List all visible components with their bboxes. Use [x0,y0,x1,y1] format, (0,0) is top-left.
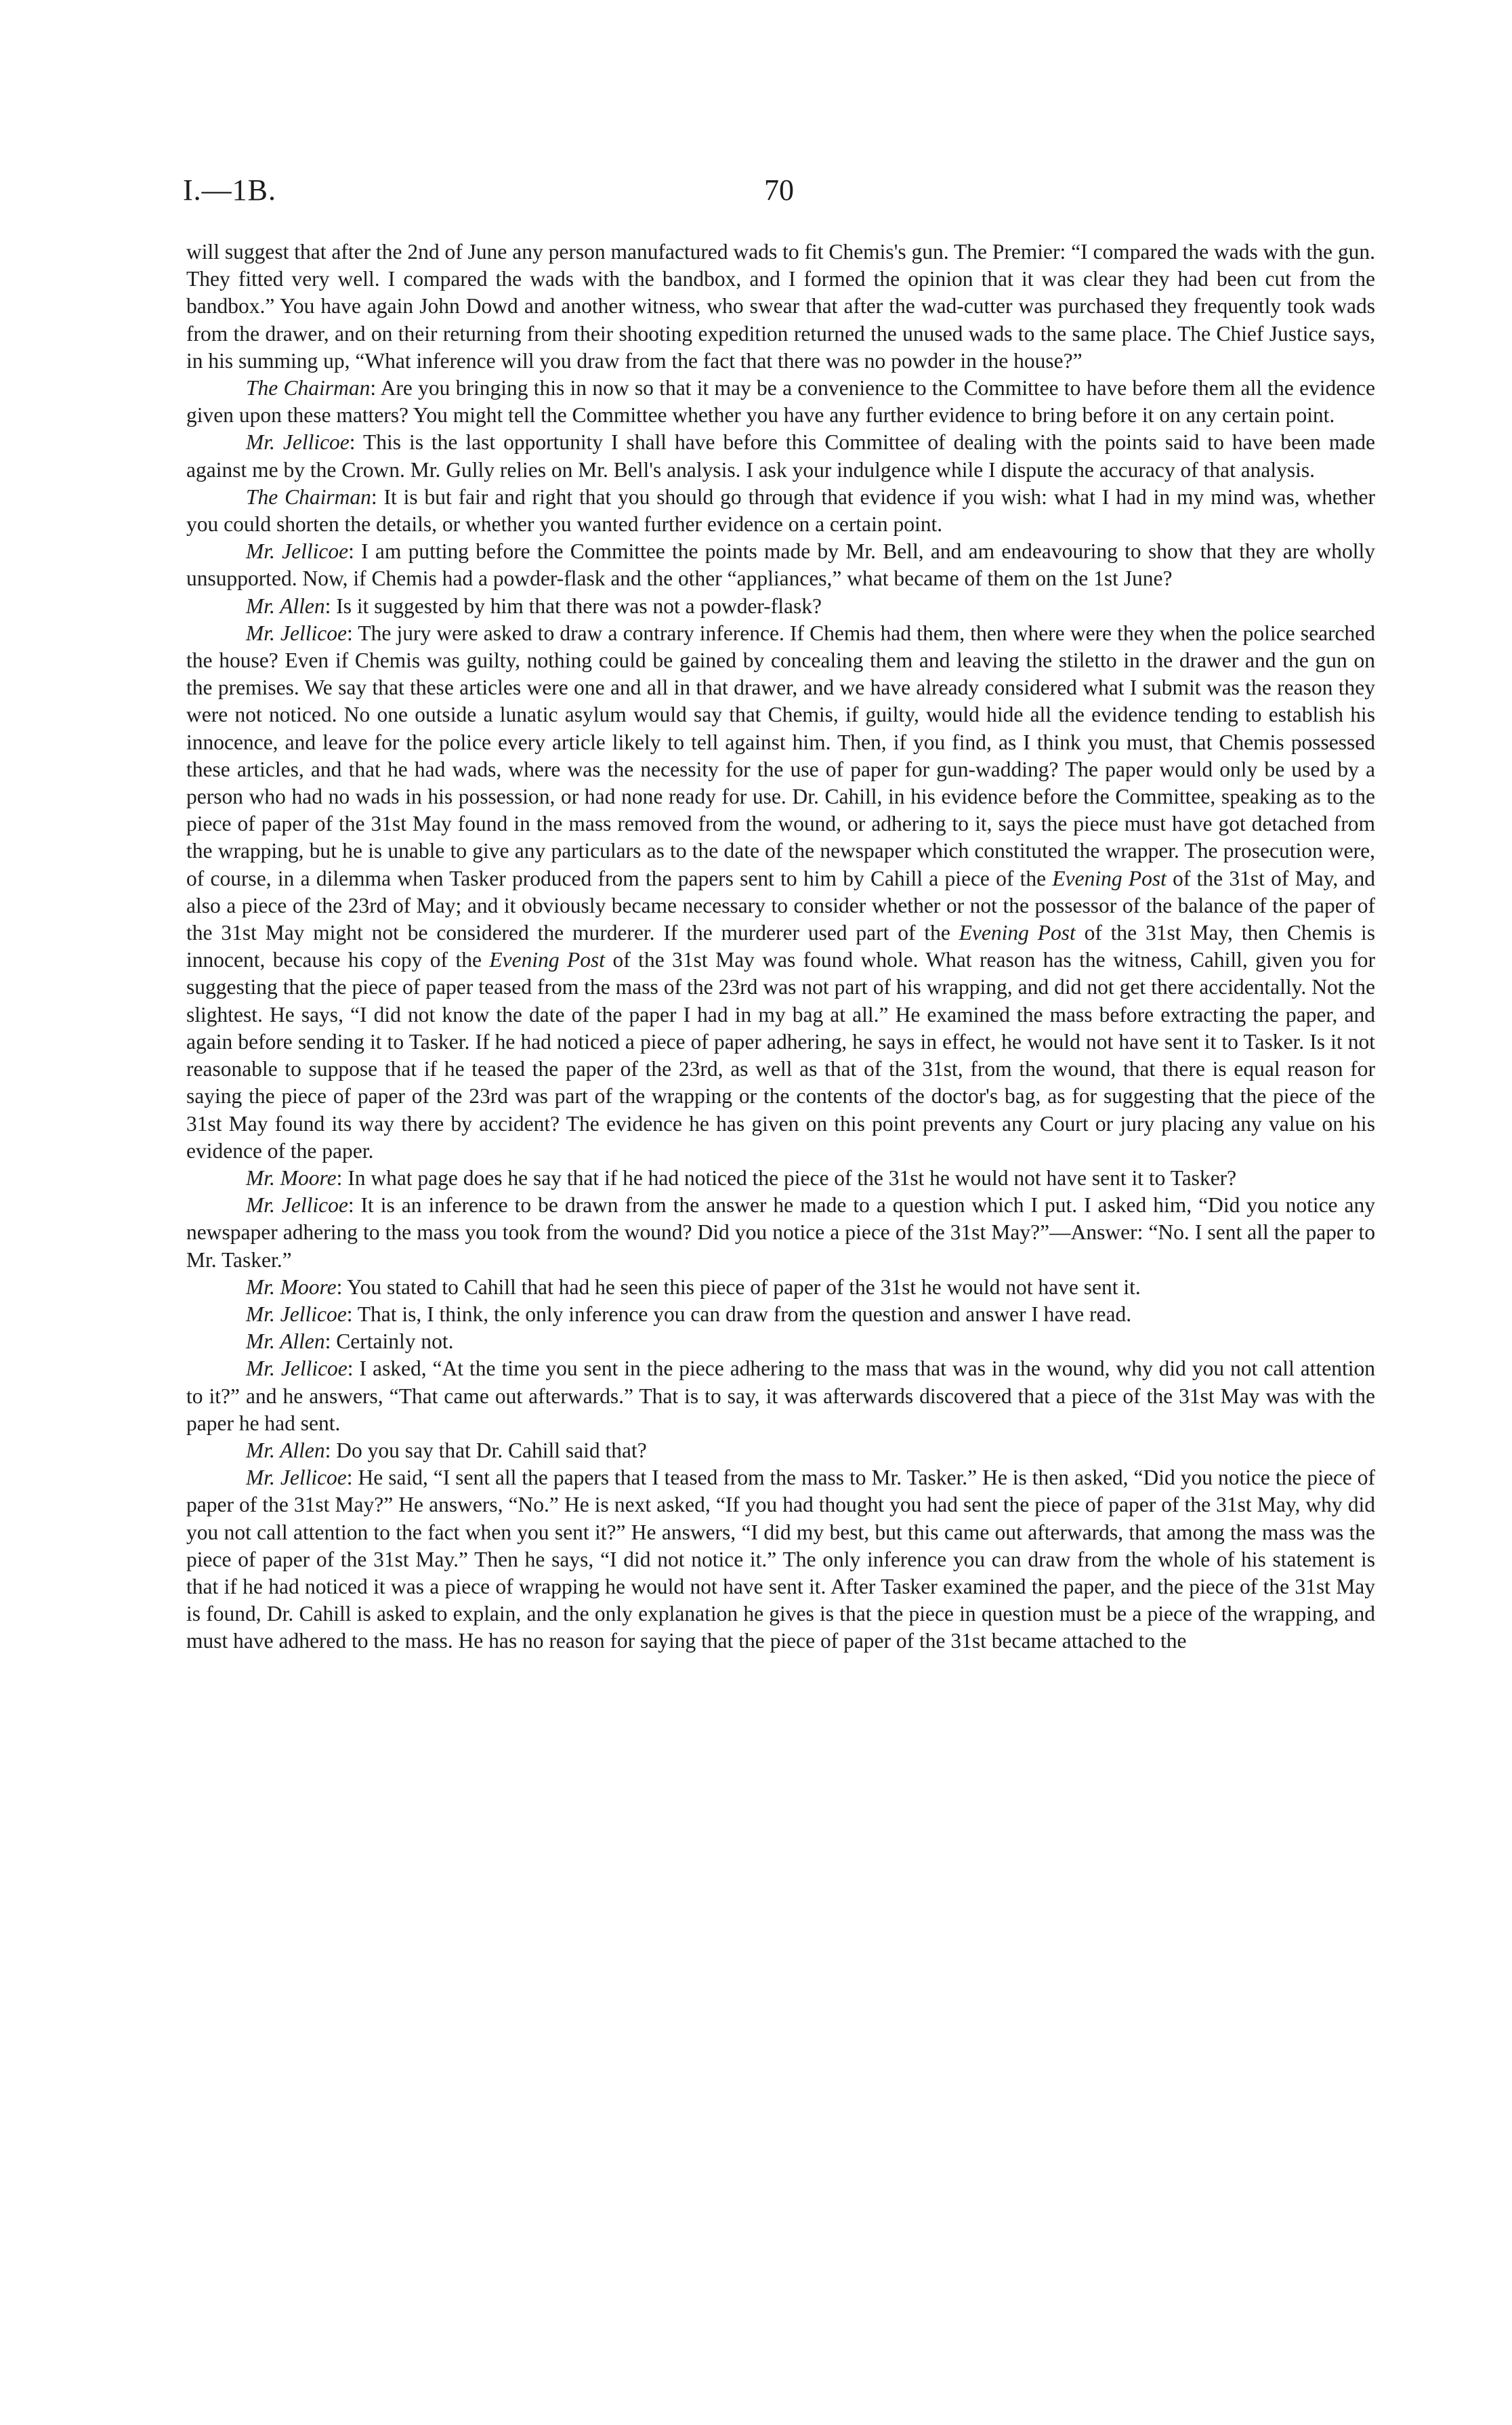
paragraph [186,1165,1375,1192]
paragraph-text: : I asked, “At the time you sent in the piece adhering to the mass that was in the wound, why did you not call attention to it?” and he answers, “That came out afterwards.” That is to say, it was afterwards discovered that a piece of the 31st May was with the paper he had sent. [186,1356,1376,1435]
speaker-name: Mr. Jellicoe [246,539,349,564]
paragraph-text: : It is but fair and right that you should go through that evidence if you wish: what I had in my mind was, whether you could shorten the details, or whether you wanted further evidence on a certain point. [186,484,1375,537]
speaker-name: Mr. Jellicoe [246,1193,348,1218]
speaker-name: Mr. Jellicoe [246,1356,348,1381]
paragraph-text: will suggest that after the 2nd of June any person manufactured wads to fit Chemis's gun. The Premier: “I compared the wads with the gun. They fitted very well. I compared the wads with the bandbox, and I formed the opinion that it was clear they had been cut from the bandbox.” You have again John Dowd and another witness, who swear that after the wad-cutter was purchased they frequently took wads from the drawer, and on their returning from their shooting expedition returned the unused wads to the same place. The Chief Justice says, in his summing up, “What inference will you draw from the fact that there was no powder in the house?” [186,240,1375,373]
paragraph-text: : In what page does he say that if he had noticed the piece of the 31st he would not have sent it to Tasker? [336,1165,1237,1190]
paragraph [186,538,1375,592]
paragraph [186,620,1375,1165]
paragraph-text: : Do you say that Dr. Cahill said that? [324,1438,647,1462]
speaker-name: Mr. Allen [246,1438,325,1462]
speaker-name: The Chairman [246,376,371,400]
paragraph [186,429,1375,483]
paragraph [186,593,1375,620]
parliamentary-reference: I.—1B. [183,173,276,207]
paragraph [186,1328,1375,1355]
speaker-name: Mr. Allen [246,594,325,618]
paragraph [186,1437,1375,1464]
paragraph [186,1355,1375,1437]
body-text [186,239,1375,1655]
speaker-name: Mr. Moore [246,1274,337,1299]
speaker-name: Mr. Jellicoe [246,621,347,645]
paragraph [186,1192,1375,1274]
paragraph [186,1464,1375,1655]
paragraph-text: : He said, “I sent all the papers that I teased from the mass to Mr. Tasker.” He is then asked, “Did you notice the piece of paper of the 31st May?” He answers, “No.” He is next asked, “If you had thought you had sent the piece of paper of the 31st May, why did you not call attention to the fact when you sent it?” He answers, “I did my best, but this came out afterwards, that among the mass was the piece of paper of the 31st May.” Then he says, “I did not notice it.” The only inference you can draw from the whole of his statement is that if he had noticed it was a piece of wrapping he would not have sent it. After Tasker examined the paper, and the piece of the 31st May is found, Dr. Cahill is asked to explain, and the only explanation he gives is that the piece in question must be a piece of the wrapping, and must have adhered to the mass. He has no reason for saying that the piece of paper of the 31st became attached to the [186,1466,1375,1653]
paragraph [186,1274,1375,1301]
paragraph [186,239,1375,375]
paragraph-text: : Are you bringing this in now so that it may be a convenience to the Committee to have before them all the evidence given upon these matters? You might tell the Committee whether you have any further evidence to bring before it on any certain point. [186,376,1375,428]
speaker-name: Mr. Jellicoe [246,1302,347,1326]
paragraph-text: : You stated to Cahill that had he seen this piece of paper of the 31st he would not have sent it. [336,1274,1141,1299]
page-number: 70 [764,173,794,207]
paragraph-text: : The jury were asked to draw a contrary inference. If Chemis had them, then where were they when the police searched the house? Even if Chemis was guilty, nothing could be gained by concealing them and leaving the stiletto in the drawer and the gun on the premises. We say that these articles were one and all in that drawer, and we have already considered what I submit was the reason they were not noticed. No one outside a lunatic asylum would say that Chemis, if guilty, would hide all the evidence tending to establish his innocence, and leave for the police every article likely to tell against him. Then, if you find, as I think you must, that Chemis possessed these articles, and that he had wads, where was the necessity for the use of paper for gun-wadding? The paper would only be used by a person who had no wads in his possession, or had none ready for use. Dr. Cahill, in his evidence before the Committee, speaking as to the piece of paper of the 31st May found in the mass removed from the wound, or adhering to it, says the piece must have got detached from the wrapping, but he is unable to give any particulars as to the date of the newspaper which constituted the wrapper. The prosecution were, of course, in a dilemma when Tasker produced from the papers sent to him by Cahill a piece of the Evening Post of the 31st of May, and also a piece of the 23rd of May; and it obviously became necessary to consider whether or not the possessor of the balance of the paper of the 31st May might not be considered the murderer. If the murderer used part of the Evening Post of the 31st May, then Chemis is innocent, because his copy of the Evening Post of the 31st May was found whole. What reason has the witness, Cahill, given you for suggesting that the piece of paper teased from the mass of the 23rd was not part of his wrapping, and did not get there accidentally. Not the slightest. He says, “I did not know the date of the paper I had in my bag at all.” He examined the mass before extracting the paper, and again before sending it to Tasker. If he had noticed a piece of paper adhering, he says in effect, he would not have sent it to Tasker. Is it not reasonable to suppose that if he teased the paper of the 23rd, as well as that of the 31st, from the wound, that there is equal reason for saying the piece of paper of the 23rd was part of the wrapping or the contents of the doctor's bag, as for suggesting that the piece of the 31st May found its way there by accident? The evidence he has given on this point prevents any Court or jury placing any value on his evidence of the paper. [186,621,1376,1163]
page-header [183,173,1375,213]
paragraph [186,375,1375,429]
speaker-name: Mr. Jellicoe [246,430,350,455]
paragraph-text: : That is, I think, the only inference you can draw from the question and answer I have read. [346,1302,1132,1326]
paragraph-text: : Certainly not. [324,1329,454,1354]
speaker-name: Mr. Moore [246,1165,337,1190]
speaker-name: The Chairman [246,484,371,509]
paragraph-text: : It is an inference to be drawn from the answer he made to a question which I put. I asked him, “Did you notice any newspaper adhering to the mass you took from the wound? Did you notice a piece of the 31st May?”—Answer: “No. I sent all the paper to Mr. Tasker.” [186,1193,1376,1272]
paragraph [186,484,1375,538]
speaker-name: Mr. Jellicoe [246,1466,347,1490]
paragraph-text: : This is the last opportunity I shall have before this Committee of dealing with the points said to have been made against me by the Crown. Mr. Gully relies on Mr. Bell's analysis. I ask your indulgence while I dispute the accuracy of that analysis. [186,430,1375,482]
speaker-name: Mr. Allen [246,1329,325,1354]
paragraph-text: : Is it suggested by him that there was not a powder-flask? [324,594,822,618]
paragraph-text: : I am putting before the Committee the points made by Mr. Bell, and am endeavouring to show that they are wholly unsupported. Now, if Chemis had a powder-flask and the other “appliances,” what became of them on the 1st June? [186,539,1376,591]
paragraph [186,1301,1375,1328]
